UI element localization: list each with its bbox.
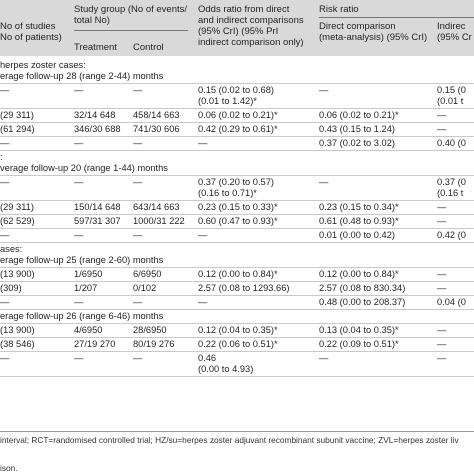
section-title — [0, 244, 474, 266]
section-title — [0, 311, 474, 322]
row-divider — [0, 214, 474, 215]
cell-indirect: 0.42 (0 — [437, 230, 466, 240]
cell-direct: — — [319, 85, 329, 95]
section-title — [0, 152, 474, 174]
row-divider — [0, 83, 474, 84]
header-study-group-line1: Study group (No of events/ — [74, 4, 188, 15]
header-control: Control — [133, 42, 164, 53]
cell-studies: (13 900) — [0, 325, 35, 335]
cell-direct: 0.48 (0.00 to 208.37) — [319, 297, 406, 307]
section-title-line: erage follow-up 26 (range 6-46) months — [0, 311, 164, 321]
header-treatment: Treatment — [74, 42, 117, 53]
cell-direct: 0.23 (0.15 to 0.34)* — [319, 202, 399, 212]
cell-treatment: 32/14 648 — [74, 110, 116, 120]
cell-studies: (62 529) — [0, 216, 35, 226]
section-divider — [0, 309, 474, 310]
row-divider — [0, 351, 474, 352]
header-indirect-line2: (95% Cr — [437, 32, 472, 43]
cell-or: 0.37 (0.20 to 0.57) — [198, 177, 274, 187]
row-divider — [0, 267, 474, 268]
table-footnote-continued: ison. — [0, 463, 18, 473]
cell-treatment: 4/6950 — [74, 325, 103, 335]
cell-indirect: — — [437, 124, 447, 134]
section-title-line: erage follow-up 28 (range 2-44) months — [0, 71, 164, 81]
header-direct-line1: Direct comparison — [319, 21, 396, 32]
header-odds-ratio-line3: (95% CrI) (95% PrI — [198, 26, 279, 37]
cell-or: 0.23 (0.15 to 0.33)* — [198, 202, 278, 212]
cell-indirect: — — [437, 216, 447, 226]
row-divider — [0, 228, 474, 229]
cell-indirect: — — [437, 339, 447, 349]
cell-direct: 0.12 (0.00 to 0.84)* — [319, 269, 399, 279]
cell-control: 458/14 663 — [133, 110, 180, 120]
header-direct — [319, 21, 427, 43]
cell-direct: — — [319, 177, 329, 187]
cell-direct: 0.01 (0.00 to 0.42) — [319, 230, 395, 240]
cell-or: 0.42 (0.29 to 0.61)* — [198, 124, 278, 134]
cell-or: — — [198, 297, 208, 307]
cell-treatment: 597/31 307 — [74, 216, 121, 226]
cell-treatment: 346/30 688 — [74, 124, 121, 134]
table-header — [0, 0, 474, 56]
row-divider — [0, 337, 474, 338]
cell-or: — — [198, 138, 208, 148]
cell-or: 0.15 (0.02 to 0.68) — [198, 85, 274, 95]
cell-treatment: — — [74, 138, 84, 148]
cell-direct: 0.13 (0.04 to 0.35)* — [319, 325, 399, 335]
cell-control: 643/14 663 — [133, 202, 180, 212]
row-divider — [0, 281, 474, 282]
cell-indirect: (0.01 t — [437, 96, 464, 106]
cell-studies: (29 311) — [0, 110, 34, 120]
header-study-group-line2: total No) — [74, 15, 110, 26]
cell-control: — — [133, 85, 143, 95]
cell-indirect: — — [437, 110, 447, 120]
cell-control: 1000/31 222 — [133, 216, 185, 226]
cell-studies: (309) — [0, 283, 22, 293]
cell-treatment: — — [74, 353, 84, 363]
header-indirect — [437, 21, 472, 43]
section-divider — [0, 242, 474, 243]
risk-ratio-underline — [319, 17, 474, 18]
header-odds-ratio-line4: indirect comparison only) — [198, 37, 304, 48]
cell-control: 741/30 606 — [133, 124, 180, 134]
section-divider — [0, 150, 474, 151]
cell-control: — — [133, 138, 143, 148]
cell-indirect: 0.37 (0 — [437, 177, 466, 187]
row-divider — [0, 200, 474, 201]
cell-treatment: — — [74, 177, 84, 187]
row-divider — [0, 122, 474, 123]
cell-direct: 0.43 (0.15 to 1.24) — [319, 124, 395, 134]
cell-control: 6/6950 — [133, 269, 162, 279]
cell-or: 0.06 (0.02 to 0.21)* — [198, 110, 278, 120]
cell-treatment: — — [74, 85, 84, 95]
cell-or: 0.22 (0.06 to 0.51)* — [198, 339, 278, 349]
cell-indirect: — — [437, 269, 447, 279]
cell-treatment: 150/14 648 — [74, 202, 121, 212]
cell-indirect: 0.40 (0 — [437, 138, 466, 148]
cell-studies: (29 311) — [0, 202, 34, 212]
study-group-underline — [74, 30, 188, 31]
cell-treatment: 1/207 — [74, 283, 98, 293]
cell-or: (0.01 to 1.42)* — [198, 96, 257, 106]
cell-studies: (13 900) — [0, 269, 35, 279]
table-footnote: interval; RCT=randomised controlled trial; HZ/su=herpes zoster adjuvant recombinant subunit vaccine; ZVL=herpes zoster liv — [0, 435, 459, 445]
cell-control: — — [133, 353, 143, 363]
cell-studies: — — [0, 230, 10, 240]
row-divider — [0, 108, 474, 109]
cell-studies: (38 546) — [0, 339, 35, 349]
cell-studies: — — [0, 85, 10, 95]
section-title-line: ases: — [0, 244, 23, 254]
header-direct-line2: (meta-analysis) (95% CrI) — [319, 32, 428, 43]
cell-indirect: — — [437, 283, 447, 293]
cell-control: 80/19 276 — [133, 339, 175, 349]
cell-direct: 0.37 (0.02 to 3.02) — [319, 138, 395, 148]
cell-treatment: — — [74, 230, 84, 240]
cell-indirect: — — [437, 353, 447, 363]
cell-or: (0.16 to 0.71)* — [198, 188, 257, 198]
section-title-line: herpes zoster cases: — [0, 60, 86, 70]
header-risk-ratio: Risk ratio — [319, 4, 359, 15]
header-odds-ratio-line1: Odds ratio from direct — [198, 4, 290, 15]
header-odds-ratio-line2: and indirect comparisons — [198, 15, 304, 26]
cell-direct: 0.22 (0.09 to 0.51)* — [319, 339, 399, 349]
header-studies — [0, 21, 62, 43]
cell-or: 0.12 (0.04 to 0.35)* — [198, 325, 278, 335]
cell-studies: (61 294) — [0, 124, 35, 134]
cell-direct: — — [319, 353, 329, 363]
cell-studies: — — [0, 297, 10, 307]
cell-control: — — [133, 177, 143, 187]
cell-or: 0.46 — [198, 353, 217, 363]
row-divider — [0, 323, 474, 324]
table-bottom-rule — [0, 431, 474, 432]
cell-control: — — [133, 297, 143, 307]
cell-direct: 2.57 (0.08 to 830.34) — [319, 283, 406, 293]
section-title-line: erage follow-up 25 (range 2-60) months — [0, 255, 164, 265]
cell-or: — — [198, 230, 208, 240]
row-divider — [0, 175, 474, 176]
cell-indirect: (0.16 t — [437, 188, 464, 198]
cell-treatment: 27/19 270 — [74, 339, 116, 349]
cell-studies: — — [0, 177, 10, 187]
section-divider — [0, 376, 474, 377]
cell-indirect: — — [437, 325, 447, 335]
cell-treatment: 1/6950 — [74, 269, 103, 279]
cell-indirect: — — [437, 202, 447, 212]
cell-direct: 0.61 (0.48 to 0.93)* — [319, 216, 399, 226]
cell-direct: 0.06 (0.02 to 0.21)* — [319, 110, 399, 120]
cell-studies: — — [0, 138, 10, 148]
section-title-line: verage follow-up 20 (range 1-44) months — [0, 163, 168, 173]
header-study-group — [74, 4, 187, 26]
row-divider — [0, 136, 474, 137]
cell-studies: — — [0, 353, 10, 363]
cell-or: 0.60 (0.47 to 0.93)* — [198, 216, 278, 226]
header-indirect-line1: Indirec — [437, 21, 466, 32]
cell-control: 28/6950 — [133, 325, 167, 335]
cell-or: 0.12 (0.00 to 0.84)* — [198, 269, 278, 279]
cell-indirect: 0.04 (0 — [437, 297, 466, 307]
cell-control: 0/102 — [133, 283, 157, 293]
header-studies-line2: No of patients) — [0, 32, 62, 43]
cell-treatment: — — [74, 297, 84, 307]
header-studies-line1: No of studies — [0, 21, 56, 32]
cell-control: — — [133, 230, 143, 240]
cell-or: 2.57 (0.08 to 1293.66) — [198, 283, 290, 293]
section-title-line: : — [0, 152, 3, 162]
row-divider — [0, 295, 474, 296]
cell-indirect: 0.15 (0 — [437, 85, 466, 95]
cell-or: (0.00 to 4.93) — [198, 364, 254, 374]
section-title — [0, 60, 474, 82]
header-odds-ratio — [198, 4, 304, 48]
